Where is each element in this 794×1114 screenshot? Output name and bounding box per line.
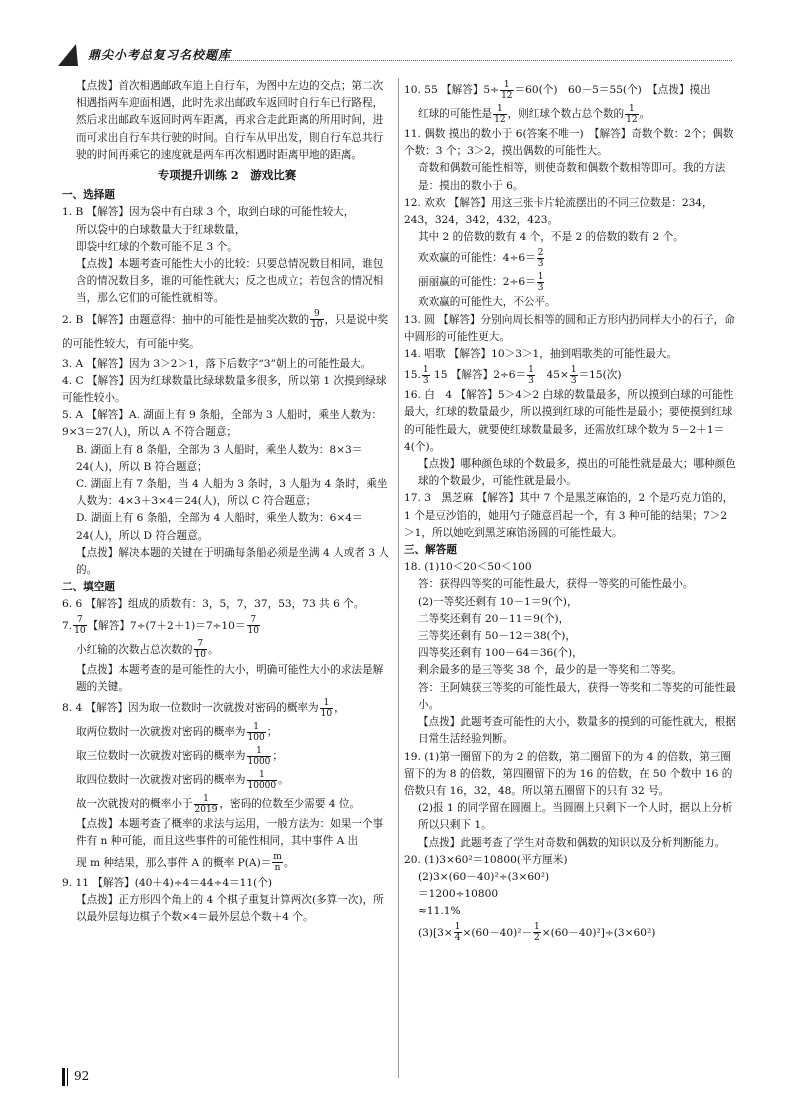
q18-2: 答：获得四等奖的可能性最大，获得一等奖的可能性最小。 <box>418 578 694 591</box>
q20-2: (2)3×(60－40)²÷(3×60²) <box>418 870 550 883</box>
q12-huanhuan: 欢欢赢的可能性：4÷6＝ $\frac{2}{3}$ <box>418 247 544 269</box>
q7: 7. $\frac{7}{10}$ 【解答】7÷(7＋2＋1)＝7÷10＝ $\frac{7}{10}$ <box>62 615 259 637</box>
q18-8: 答：王阿姨获三等奖的可能性最大，获得一等奖和二等奖的可能性最小。 <box>418 681 736 711</box>
column-divider <box>398 78 399 1078</box>
q5-d: D. 湖面上有 6 条船，全部为 4 人船时，乘坐人数为：6×4＝24(人)，所以 D 符合题意。 <box>76 512 363 542</box>
q1-line2: 所以袋中的白球数量大于红球数量， <box>76 223 246 236</box>
q15: 15. $\frac{1}{3}$ 15 【解答】2÷6＝ $\frac{1}{3}$ 45× $\frac{1}{3}$ ＝15(次) <box>404 364 622 386</box>
q16-tip: 【点拨】哪种颜色球的个数最多，摸出的可能性就是最大；哪种颜色球的个数最少，可能性就是最小。 <box>418 458 736 488</box>
q5-tip: 【点拨】解决本题的关键在于明确每条船必须是坐满 4 人或者 3 人的。 <box>76 546 389 577</box>
q16: 16. 白 4 【解答】5＞4＞2 白球的数量最多，所以摸到白球的可能性最大，红球的数量最少，所以摸到红球的可能性是最小；要使摸到红球的可能性最大，就要使红球数量最多，还需放红球个数为 5－2＋1＝4(个)。 <box>404 389 734 453</box>
q7-line2: 小红输的次数占总次数的 $\frac{7}{10}$ 。 <box>76 639 219 661</box>
q18-1: 18. (1)10＜20＜50＜100 <box>404 561 532 574</box>
header-logo-icon <box>58 44 86 66</box>
q18-3: (2)一等奖还剩有 10－1＝9(个)， <box>418 595 578 608</box>
page-number: 92 <box>74 1069 90 1083</box>
q20-3: ＝1200÷10800 <box>418 888 499 901</box>
q2: 2. B 【解答】由题意得：抽中的可能性是抽奖次数的 $\frac{9}{10}$ ，只是说中奖的可能性较大，有可能中奖。 <box>62 309 389 350</box>
page-number-bar-thin <box>67 1068 68 1086</box>
q18-7: 剩余最多的是三等奖 38 个，最少的是一等奖和二等奖。 <box>418 664 682 677</box>
q8: 8. 4 【解答】因为取一位数时一次就拨对密码的概率为 $\frac{1}{10}$ ， <box>62 697 345 719</box>
q4: 4. C 【解答】因为红球数量比绿球数量多很多，所以第 1 次摸到绿球可能性较小。 <box>62 374 387 405</box>
q13: 13. 圆 【解答】分别向周长相等的圆和正方形内扔同样大小的石子，命中圆形的可能性更大。 <box>404 313 735 343</box>
page-number-bar <box>62 1068 65 1086</box>
q1-line3: 即袋中红球的个数可能不足 3 个。 <box>76 240 238 253</box>
q17: 17. 3 黑芝麻 【解答】其中 7 个是黑芝麻馅的，2 个是巧克力馅的，1 个是豆沙馅的，她用勺子随意舀起一个，有 3 种可能的结果；7＞2＞1，所以她吃到黑芝麻馅汤圆的可能性最大。 <box>404 492 734 539</box>
q18-tip: 【点拨】此题考查可能性的大小，数量多的摸到的可能性就大，根据日常生活经验判断。 <box>418 716 736 746</box>
section-solve: 三、解答题 <box>404 544 457 557</box>
q6: 6. 6 【解答】组成的质数有：3，5，7，37，53，73 共 6 个。 <box>62 598 365 611</box>
right-column <box>404 78 736 945</box>
section-fill: 二、填空题 <box>62 581 115 594</box>
q19-2: (2)报 1 的同学留在圆圈上。当圆圈上只剩下一个人时，据以上分析所以只剩下 1。 <box>418 802 733 832</box>
q10: 10. 55 【解答】5÷ $\frac{1}{12}$ ＝60(个) 60－5＝55(个) 【点拨】摸出 <box>404 79 711 101</box>
q5-b: B. 湖面上有 8 条船，全部为 3 人船时，乘坐人数为：8×3＝24(人)，所以 B 符合题意； <box>76 443 363 473</box>
q7-tip: 【点拨】本题考查的是可能性的大小，明确可能性大小的求法是解题的关键。 <box>76 663 384 693</box>
q8-four-digit: 取四位数时一次就拨对密码的概率为 $\frac{1}{10000}$ 。 <box>76 769 289 791</box>
q8-tip-formula: 现 m 种结果，那么事件 A 的概率 P(A)＝ $\frac{m}{n}$ 。 <box>76 852 295 873</box>
q8-three-digit: 取三位数时一次就拨对密码的概率为 $\frac{1}{1000}$ ； <box>76 745 283 767</box>
q12: 12. 欢欢 【解答】用这三张卡片轮流摆出的不同三位数是：234，243，324，342，432，423。 <box>404 196 713 227</box>
q5-c: C. 湖面上有 7 条船，当 4 人船为 3 条时，3 人船为 4 条时，乘坐人数为：4×3＋3×4＝24(人)，所以 C 符合题意； <box>76 478 388 508</box>
q18-6: 四等奖还剩有 100－64＝36(个)， <box>418 647 583 660</box>
q3: 3. A 【解答】因为 3＞2＞1，落下后数字“3”朝上的可能性最大。 <box>62 357 372 370</box>
header-title: 鼎尖小考总复习名校题库 <box>88 48 232 62</box>
q14: 14. 唱歌 【解答】10＞3＞1，抽到唱歌类的可能性最大。 <box>404 348 678 361</box>
q18-4: 二等奖还剩有 20－11＝9(个)， <box>418 612 570 625</box>
q20-4: ≈11.1% <box>418 905 461 918</box>
section-choice: 一、选择题 <box>62 189 115 202</box>
q8-two-digit: 取两位数时一次就拨对密码的概率为 $\frac{1}{100}$ ； <box>76 721 278 743</box>
q5-a: 5. A 【解答】A. 湖面上有 9 条船，全部为 3 人船时，乘坐人数为：9×3＝27(人)，所以 A 不符合题意； <box>62 409 383 439</box>
q11-line2: 奇数和偶数可能性相等，则使奇数和偶数个数相等即可。我的方法是：摸出的数小于 6。 <box>418 162 726 192</box>
q2-fraction: $\frac{9}{10}$ <box>311 309 323 331</box>
q18-5: 三等奖还剩有 50－12＝38(个)， <box>418 630 577 643</box>
page-header <box>62 42 732 68</box>
header-dotted-rule <box>212 60 732 61</box>
q12-conclusion: 欢欢赢的可能性大，不公平。 <box>418 296 556 309</box>
q12-line2: 其中 2 的倍数的数有 4 个，不是 2 的倍数的数有 2 个。 <box>418 231 684 244</box>
q1-tip: 【点拨】本题考查可能性大小的比较：只要总情况数目相同，谁包含的情况数目多，谁的可能性就大；反之也成立；若包含的情况相当，那么它们的可能性就相等。 <box>76 258 384 305</box>
q10-line2: 红球的可能性是 $\frac{1}{12}$ ，则红球个数占总个数的 $\frac{1}{12}$ 。 <box>418 103 651 125</box>
left-column <box>62 78 392 926</box>
q12-lili: 丽丽赢的可能性：2÷6＝ $\frac{1}{3}$ <box>418 271 544 293</box>
q9-tip: 【点拨】正方形四个角上的 4 个棋子重复计算两次(多算一次)，所以最外层每边棋子个数×4＝最外层总个数＋4 个。 <box>76 893 384 923</box>
q8-tip: 【点拨】本题考查了概率的求法与运用，一般方法为：如果一个事件有 n 种可能，而且这些事件的可能性相同，其中事件 A 出 <box>76 818 384 848</box>
q8-conclusion: 故一次就拨对的概率小于 $\frac{1}{2019}$ ，密码的位数至少需要 4 位。 <box>76 793 361 815</box>
section-title: 专项提升训练 2 游戏比赛 <box>157 168 297 183</box>
q1-line1: 1. B 【解答】因为袋中有白球 3 个，取到白球的可能性较大， <box>62 206 355 219</box>
intro-tip: 【点拨】首次相遇邮政车追上自行车，为图中左边的交点；第二次相遇指两车迎面相遇，此时先求出邮政车返回时自行车已行路程，然后求出邮政车返回时两车距离，再求合走此距离的所用时间，进而可求出自行车共行驶的时间。自行车从甲出发，則自行车总共行驶的时间再乘它的速度就是两车再次相遇时距离甲地的距离。 <box>76 80 384 161</box>
q19-tip: 【点拨】此题考查了学生对奇数和偶数的知识以及分析判断能力。 <box>418 836 726 849</box>
q19-1: 19. (1)第一圈留下的为 2 的倍数，第二圈留下的为 4 的倍数，第三圈留下的为 8 的倍数，第四圈留下的为 16 的倍数，在 50 个数中 16 的倍数只有 16，32，48。所以第五圈留下的只有 32 号。 <box>404 750 733 797</box>
q20-5: (3)[3× $\frac{1}{4}$ ×(60－40)²－ $\frac{1}{2}$ ×(60－40)²]÷(3×60²) <box>418 922 656 944</box>
q11: 11. 偶数 摸出的数小于 6(答案不唯一) 【解答】奇数个数：2个；偶数个数：3 个；3＞2，摸出偶数的可能性大。 <box>404 128 734 158</box>
q20-1: 20. (1)3×60²＝10800(平方厘米) <box>404 853 568 866</box>
q9: 9. 11 【解答】(40＋4)÷4＝44÷4＝11(个) <box>62 876 273 889</box>
